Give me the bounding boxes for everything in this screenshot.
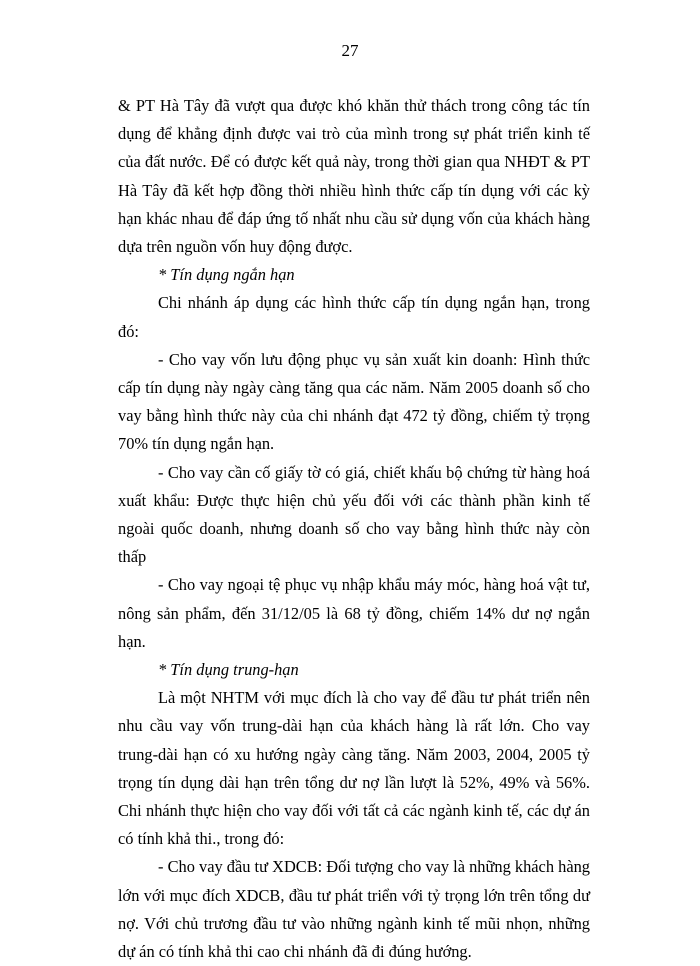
paragraph-working-capital-loans: - Cho vay vốn lưu động phục vụ sản xuất kin doanh: Hình thức cấp tín dụng này ngày càng tăng qua các năm. Năm 2005 doanh số cho vay bằng hình thức này của chi nhánh đạt 472 tỷ đồng, chiếm tỷ trọng 70% tín dụng ngắn hạn. (118, 349, 590, 454)
section-heading-medium-term-credit: * Tín dụng trung-hạn (158, 660, 299, 680)
section-heading-short-term-credit: * Tín dụng ngắn hạn (158, 265, 295, 285)
paragraph-intro-continuation: & PT Hà Tây đã vượt qua được khó khăn thử thách trong công tác tín dụng để khẳng định được vai trò của mình trong sự phát triển kinh tế của đất nước. Để có được kết quả này, trong thời gian qua NHĐT & PT Hà Tây đã kết hợp đồng thời nhiều hình thức cấp tín dụng với các kỳ hạn khác nhau để đáp ứng tố nhất nhu cầu sử dụng vốn của khách hàng dựa trên nguồn vốn huy động được. (118, 96, 590, 257)
paragraph-construction-investment-loans: - Cho vay đầu tư XDCB: Đối tượng cho vay là những khách hàng lớn với mục đích XDCB, đầu tư phát triển với tỷ trọng lớn trên tổng dư nợ. Với chủ trương đầu tư vào những ngành kinh tế mũi nhọn, những dự án có tính khả thi cao chi nhánh đã đi đúng hướng. (118, 857, 590, 962)
paragraph-medium-long-term-intro: Là một NHTM với mục đích là cho vay để đầu tư phát triển nên nhu cầu vay vốn trung-dài hạn của khách hàng là rất lớn. Cho vay trung-dài hạn có xu hướng ngày càng tăng. Năm 2003, 2004, 2005 tỷ trọng tín dụng dài hạn trên tổng dư nợ lần lượt là 52%, 49% và 56%. Chi nhánh thực hiện cho vay đối với tất cả các ngành kinh tế, các dự án có tính khả thi., trong đó: (118, 688, 590, 849)
paragraph-foreign-currency-loans: - Cho vay ngoại tệ phục vụ nhập khẩu máy móc, hàng hoá vật tư, nông sản phẩm, đến 31/12/05 là 68 tỷ đồng, chiếm 14% dư nợ ngắn hạn. (118, 575, 590, 651)
paragraph-discount-loans: - Cho vay cần cố giấy tờ có giá, chiết khấu bộ chứng từ hàng hoá xuất khẩu: Được thực hiện chủ yếu đối với các thành phần kinh tế ngoài quốc doanh, nhưng doanh số cho vay bằng hình thức này còn thấp (118, 462, 590, 567)
paragraph-short-term-intro: Chi nhánh áp dụng các hình thức cấp tín dụng ngắn hạn, trong đó: (118, 293, 590, 341)
page-number: 27 (341, 41, 359, 60)
page-body (118, 92, 590, 966)
